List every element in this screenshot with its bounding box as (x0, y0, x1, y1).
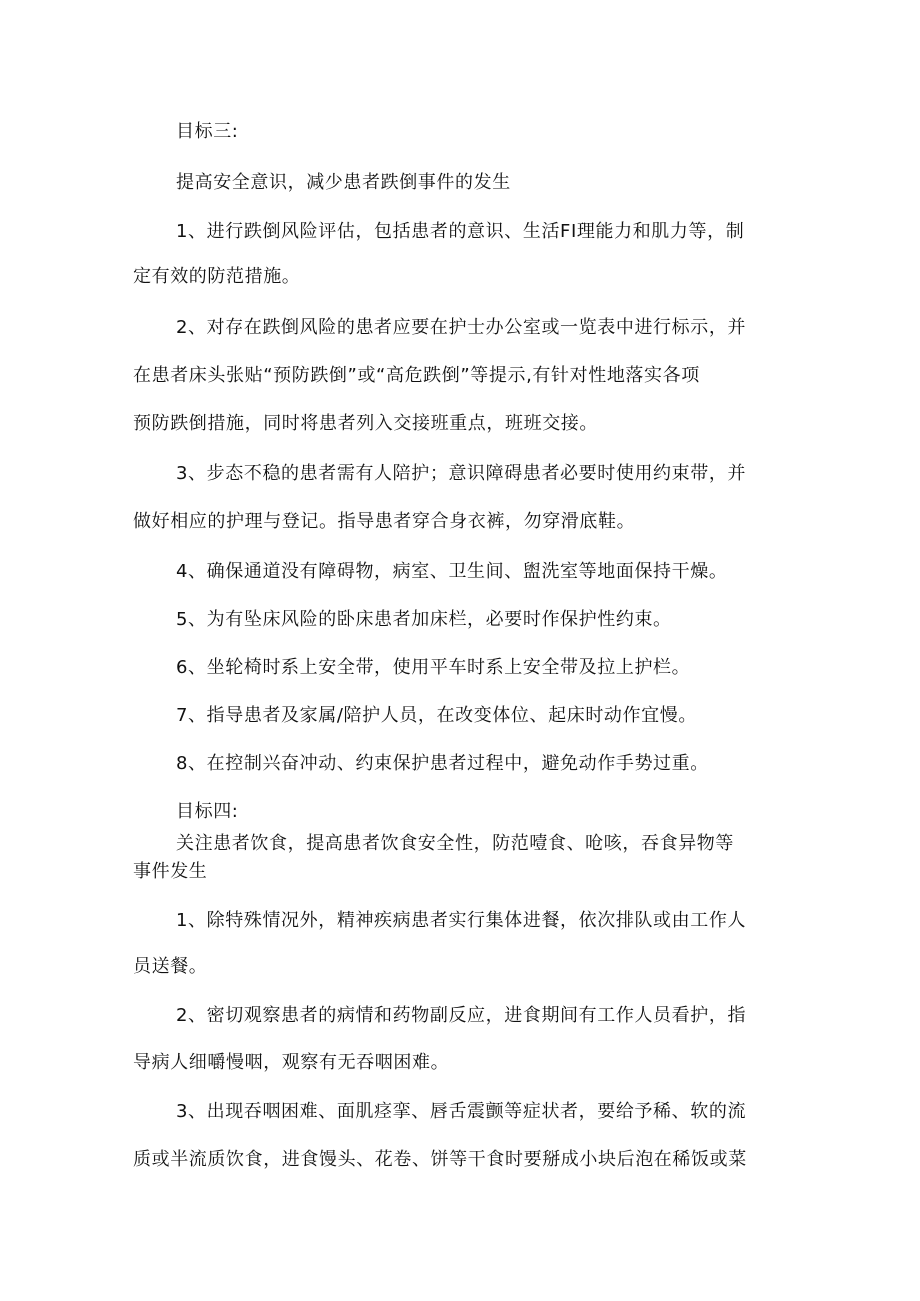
goal3-item3-line1: 3、步态不稳的患者需有人陪护；意识障碍患者必要时使用约束带，并 (176, 463, 747, 484)
goal3-item1-line1: 1、进行跌倒风险评估，包括患者的意识、生活FI理能力和肌力等，制 (176, 221, 745, 242)
goal4-item2-line2: 导病人细嚼慢咽，观察有无吞咽困难。 (133, 1052, 450, 1073)
goal3-item1-line2: 定有效的防范措施。 (133, 266, 301, 287)
goal4-item1-line1: 1、除特殊情况外，精神疾病患者实行集体进餐，依次排队或由工作人 (176, 910, 747, 931)
goal4-item3-line2: 质或半流质饮食，进食馒头、花卷、饼等干食时要掰成小块后泡在稀饭或菜 (133, 1149, 747, 1170)
goal3-item8: 8、在控制兴奋冲动、约束保护患者过程中，避免动作手势过重。 (176, 753, 709, 774)
goal3-intro: 提高安全意识，减少患者跌倒事件的发生 (176, 172, 511, 193)
goal4-item3-line1: 3、出现吞咽困难、面肌痉挛、唇舌震颤等症状者，要给予稀、软的流 (176, 1101, 747, 1122)
goal4-intro-line1: 关注患者饮食，提高患者饮食安全性，防范噎食、呛咳，吞食异物等 (176, 833, 734, 854)
goal4-item2-line1: 2、密切观察患者的病情和药物副反应，进食期间有工作人员看护，指 (176, 1005, 747, 1026)
goal3-item2-line2: 在患者床头张贴“预防跌倒”或“高危跌倒”等提示,有针对性地落实各项 (133, 365, 700, 386)
goal3-item6: 6、坐轮椅时系上安全带，使用平车时系上安全带及拉上护栏。 (176, 657, 691, 678)
goal3-heading: 目标三: (176, 121, 239, 142)
goal4-intro-line2: 事件发生 (133, 861, 208, 882)
goal3-item3-line2: 做好相应的护理与登记。指导患者穿合身衣裤，勿穿滑底鞋。 (133, 511, 636, 532)
goal3-item2-line3: 预防跌倒措施，同时将患者列入交接班重点，班班交接。 (133, 413, 598, 434)
goal3-item5: 5、为有坠床风险的卧床患者加床栏，必要时作保护性约束。 (176, 609, 672, 630)
goal3-item7: 7、指导患者及家属/陪护人员，在改变体位、起床时动作宜慢。 (176, 705, 697, 726)
goal4-heading: 目标四: (176, 801, 239, 822)
goal3-item4: 4、确保通道没有障碍物，病室、卫生间、盥洗室等地面保持干燥。 (176, 561, 728, 582)
goal3-item2-line1: 2、对存在跌倒风险的患者应要在护士办公室或一览表中进行标示，并 (176, 317, 747, 338)
goal4-item1-line2: 员送餐。 (133, 956, 208, 977)
